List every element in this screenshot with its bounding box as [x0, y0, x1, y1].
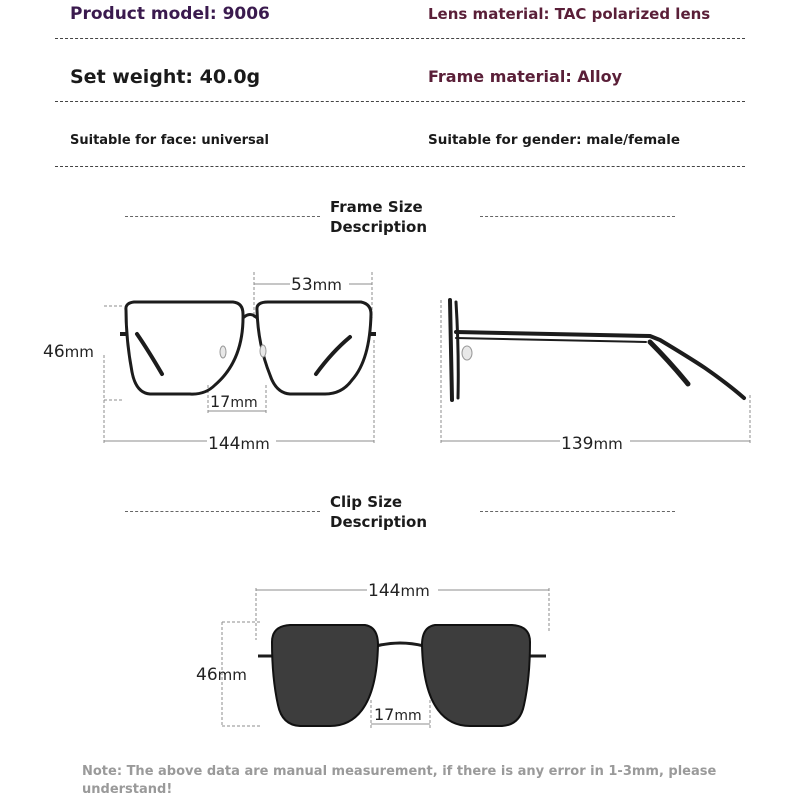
clip-lens-right: [422, 625, 530, 726]
frame-front-temple-right: [316, 337, 350, 374]
clip-view: [196, 581, 549, 728]
frame-temple-length-label: [561, 434, 623, 454]
frame-side-ear-tip: [650, 342, 688, 384]
frame-section-title-line1: Frame Size: [330, 198, 423, 216]
frame-front-view: [43, 272, 376, 454]
frame-total-width-unit: mm: [240, 435, 270, 453]
frame-lens-height-label: [43, 342, 94, 362]
frame-total-width-value: 144: [208, 434, 241, 454]
frame-lens-height-value: 46: [43, 342, 65, 362]
frame-section-title-line2: Description: [330, 218, 428, 236]
frame-front-nose-pads: [220, 345, 266, 358]
clip-section-title-line2: Description: [330, 513, 428, 531]
clip-lens-height-label: [196, 665, 247, 685]
frame-side-guides: [441, 300, 750, 445]
measurement-note: Note: The above data are manual measurement, if there is any error in 1-3mm, please understand!: [82, 764, 717, 797]
clip-total-width-value: 144: [368, 581, 401, 601]
frame-lens-height-unit: mm: [64, 343, 94, 361]
clip-bridge: [376, 643, 424, 646]
frame-material-value: Alloy: [577, 67, 623, 86]
frame-temple-length-value: 139: [561, 434, 594, 454]
frame-front-dimension-lines: [104, 284, 374, 441]
suitable-gender-label: Suitable for gender:: [428, 132, 587, 148]
frame-lens-width-value: 53: [291, 275, 313, 295]
frame-front-guides: [104, 272, 374, 445]
clip-total-width-unit: mm: [400, 582, 430, 600]
frame-side-view: [441, 300, 750, 454]
clip-bridge-unit: mm: [394, 708, 422, 724]
frame-side-glasses: [450, 300, 744, 400]
frame-bridge-label: [210, 392, 258, 411]
suitable-face-label: Suitable for face:: [70, 133, 202, 148]
clip-lens-height-value: 46: [196, 665, 218, 685]
clip-lens-left: [272, 625, 378, 726]
frame-side-temple-inner: [456, 338, 646, 342]
frame-bridge-unit: mm: [230, 395, 258, 411]
frame-front-temple-left: [137, 334, 162, 374]
frame-lens-width-label: [291, 275, 342, 295]
suitable-face-value: universal: [201, 133, 270, 148]
frame-total-width-label: [208, 434, 270, 454]
frame-side-rim-back: [456, 302, 458, 398]
frame-front-temples: [137, 334, 350, 374]
set-weight-value: 40.0g: [199, 66, 261, 88]
clip-bridge-label: [374, 705, 422, 724]
frame-temple-length-unit: mm: [593, 435, 623, 453]
product-model-value: 9006: [222, 4, 270, 24]
frame-side-nose-pad: [462, 346, 472, 360]
clip-section-title-line1: Clip Size: [330, 493, 403, 511]
clip-bridge-value: 17: [374, 705, 395, 724]
frame-front-bridge: [243, 315, 257, 319]
frame-side-rim-front: [450, 300, 452, 400]
frame-lens-width-unit: mm: [312, 276, 342, 294]
set-weight-label: Set weight:: [70, 66, 200, 88]
nose-pad-left: [220, 346, 226, 358]
clip-total-width-label: [368, 581, 430, 601]
frame-material-label: Frame material:: [428, 67, 578, 86]
lens-material-value: TAC polarized lens: [554, 5, 711, 23]
frame-bridge-value: 17: [210, 392, 231, 411]
suitable-gender-value: male/female: [586, 132, 681, 148]
product-model-label: Product model:: [70, 4, 223, 24]
lens-material-label: Lens material:: [428, 5, 555, 23]
clip-lens-height-unit: mm: [217, 666, 247, 684]
nose-pad-right: [260, 345, 266, 357]
frame-front-right-lens: [257, 302, 371, 394]
